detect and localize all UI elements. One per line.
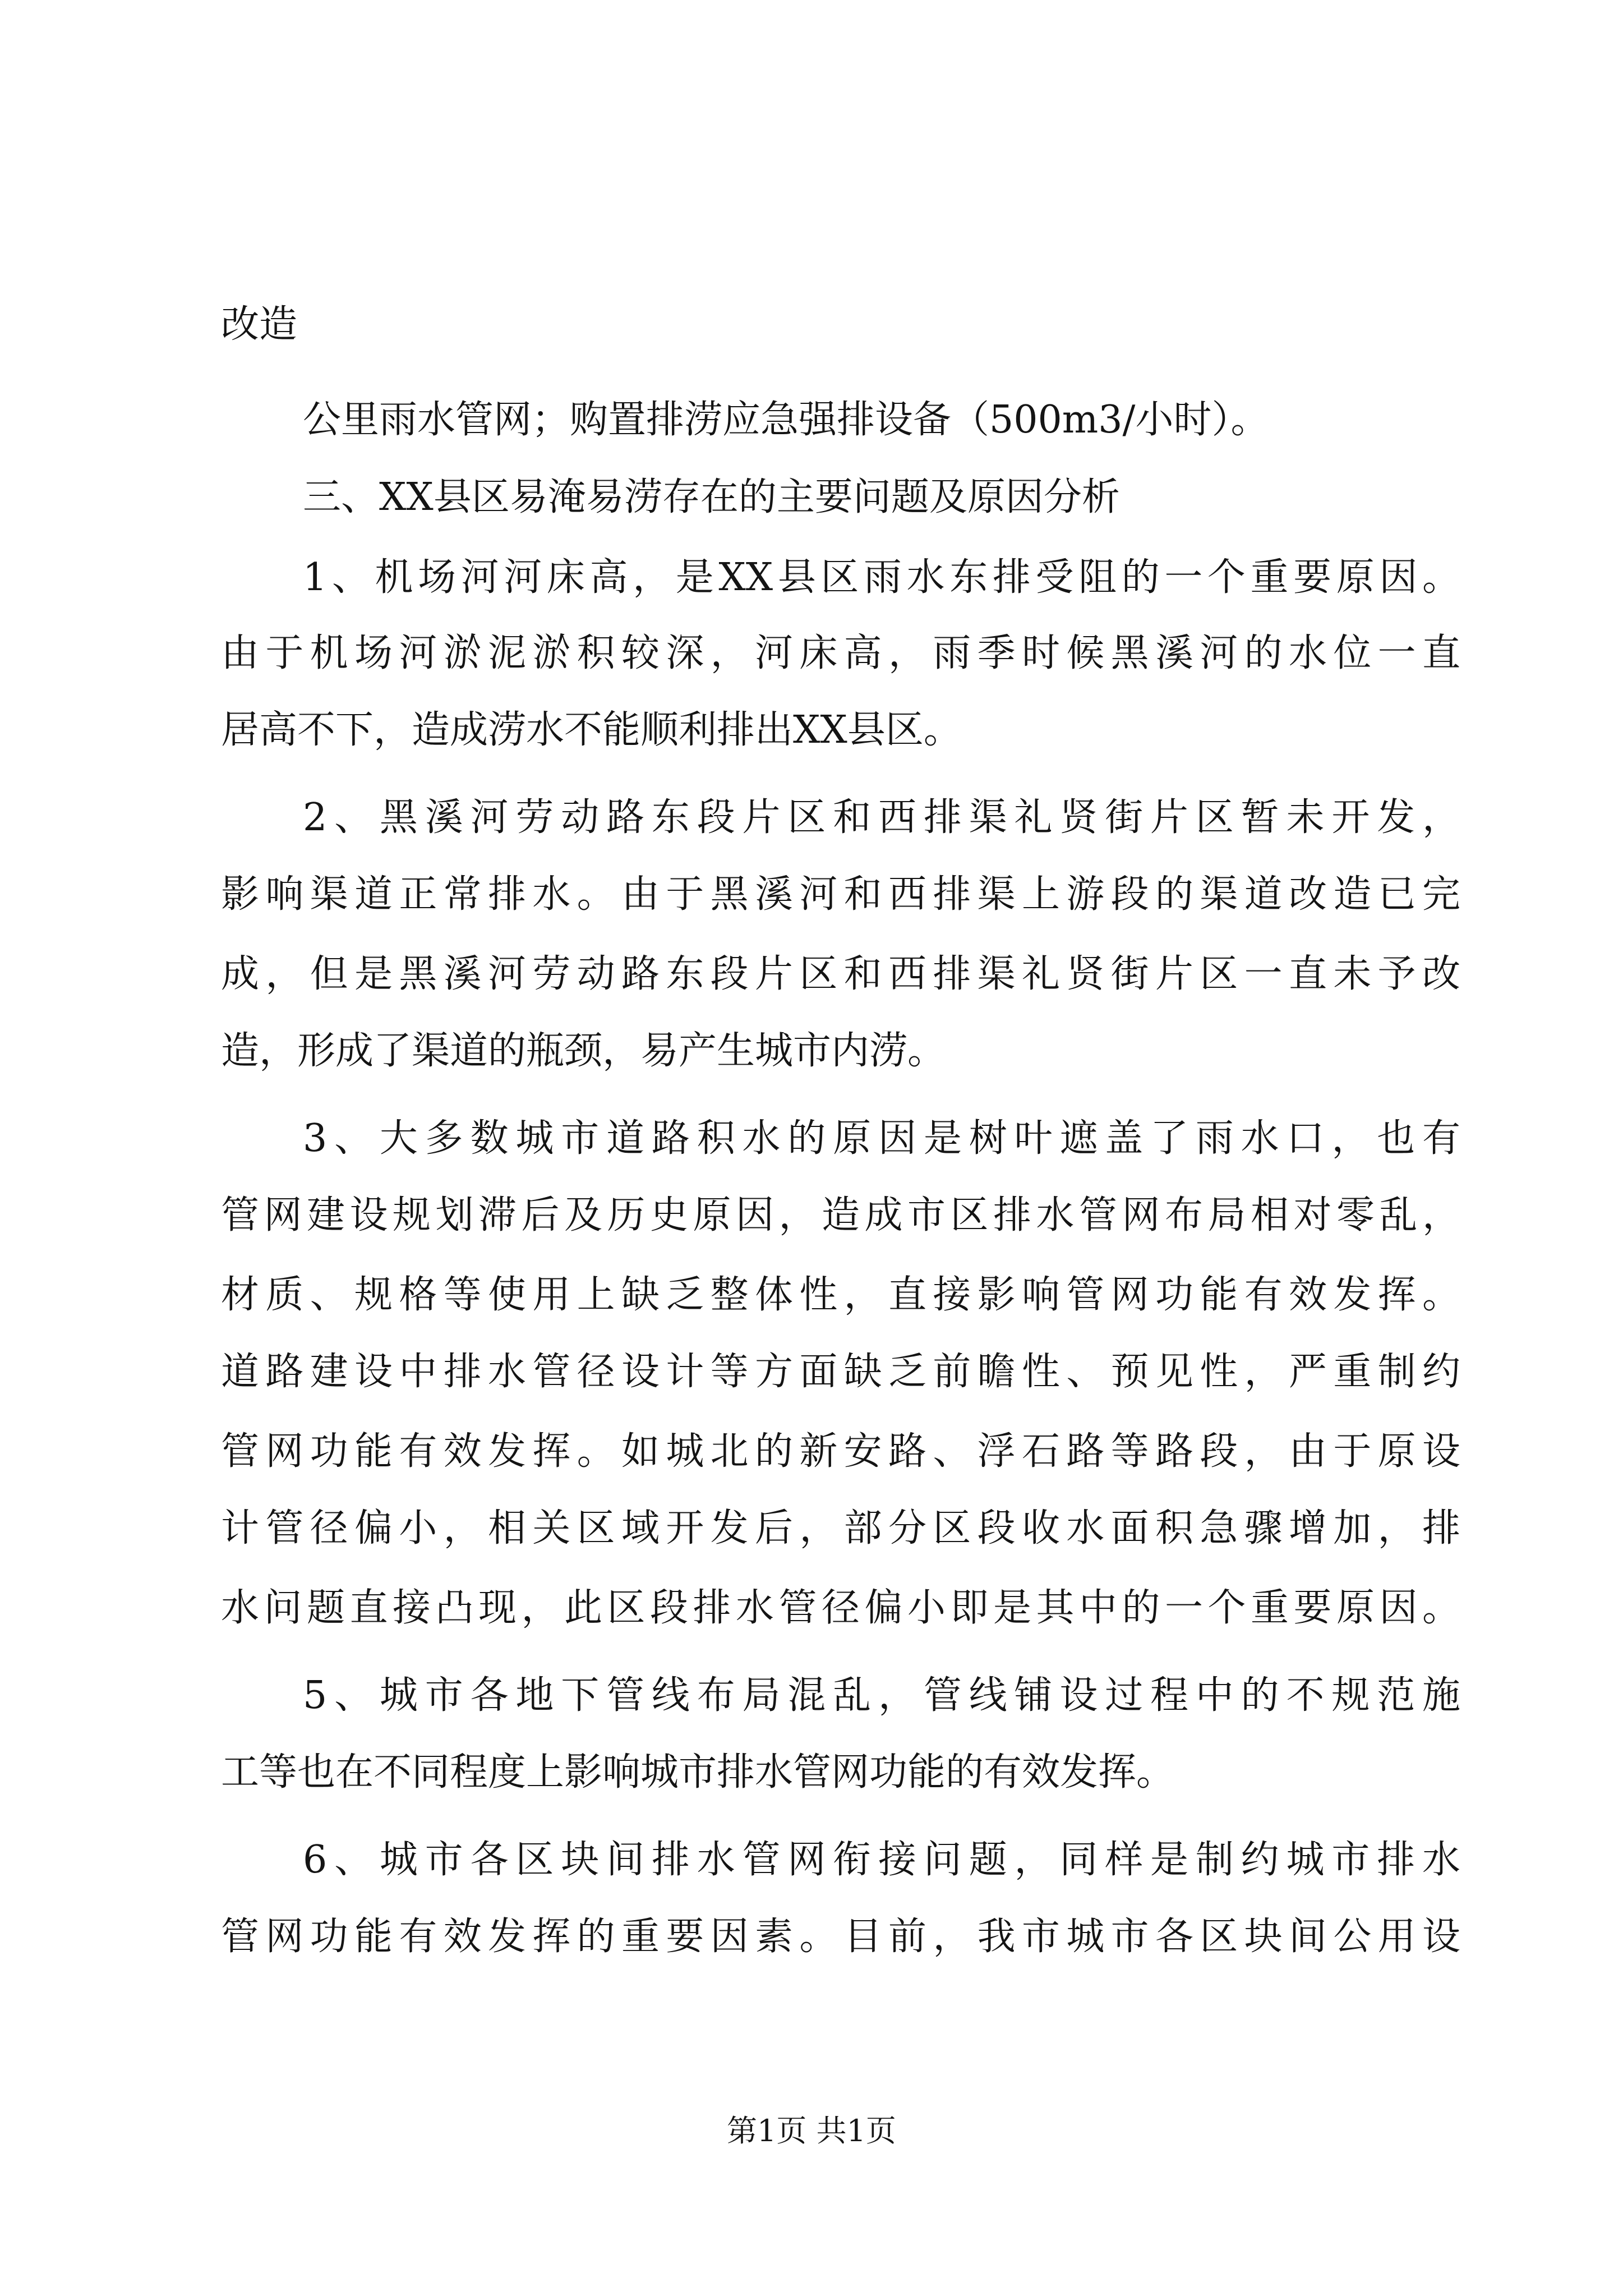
paragraph-3-line-4: 道路建设中排水管径设计等方面缺乏前瞻性、预见性，严重制约 xyxy=(221,1350,1460,1394)
page-footer: 第1页 共1页 xyxy=(727,2113,896,2148)
paragraph-3-line-7: 水问题直接凸现，此区段排水管径偏小即是其中的一个重要原因。 xyxy=(221,1586,1460,1630)
paragraph-1-line-2: 由于机场河淤泥淤积较深，河床高，雨季时候黑溪河的水位一直 xyxy=(221,631,1460,675)
paragraph-3-line-1: 3、大多数城市道路积水的原因是树叶遮盖了雨水口，也有 xyxy=(303,1116,1460,1161)
paragraph-2-line-3: 成，但是黑溪河劳动路东段片区和西排渠礼贤街片区一直未予改 xyxy=(221,952,1460,996)
text-line-2: 公里雨水管网；购置排涝应急强排设备（500m3/小时）。 xyxy=(303,398,1269,442)
paragraph-3-line-5: 管网功能有效发挥。如城北的新安路、浮石路等路段，由于原设 xyxy=(221,1429,1460,1474)
paragraph-1-line-1: 1、机场河河床高，是XX县区雨水东排受阻的一个重要原因。 xyxy=(303,555,1460,600)
paragraph-5-line-2: 管网功能有效发挥的重要因素。目前，我市城市各区块间公用设 xyxy=(221,1915,1460,1959)
paragraph-3-line-2: 管网建设规划滞后及历史原因，造成市区排水管网布局相对零乱， xyxy=(221,1193,1460,1237)
text-line-1: 改造 xyxy=(221,302,298,347)
paragraph-3-line-6: 计管径偏小，相关区域开发后，部分区段收水面积急骤增加，排 xyxy=(221,1506,1460,1550)
paragraph-2-line-2: 影响渠道正常排水。由于黑溪河和西排渠上游段的渠道改造已完 xyxy=(221,872,1460,917)
paragraph-4-line-1: 5、城市各地下管线布局混乱，管线铺设过程中的不规范施 xyxy=(303,1673,1460,1718)
paragraph-2-line-1: 2、黑溪河劳动路东段片区和西排渠礼贤街片区暂未开发， xyxy=(303,795,1460,840)
paragraph-1-line-3: 居高不下，造成涝水不能顺利排出XX县区。 xyxy=(221,708,962,752)
paragraph-5-line-1: 6、城市各区块间排水管网衔接问题，同样是制约城市排水 xyxy=(303,1838,1460,1882)
paragraph-4-line-2: 工等也在不同程度上影响城市排水管网功能的有效发挥。 xyxy=(221,1750,1175,1795)
paragraph-3-line-3: 材质、规格等使用上缺乏整体性，直接影响管网功能有效发挥。 xyxy=(221,1273,1460,1317)
paragraph-2-line-4: 造，形成了渠道的瓶颈，易产生城市内涝。 xyxy=(221,1029,946,1073)
section-heading: 三、XX县区易淹易涝存在的主要问题及原因分析 xyxy=(303,475,1120,519)
